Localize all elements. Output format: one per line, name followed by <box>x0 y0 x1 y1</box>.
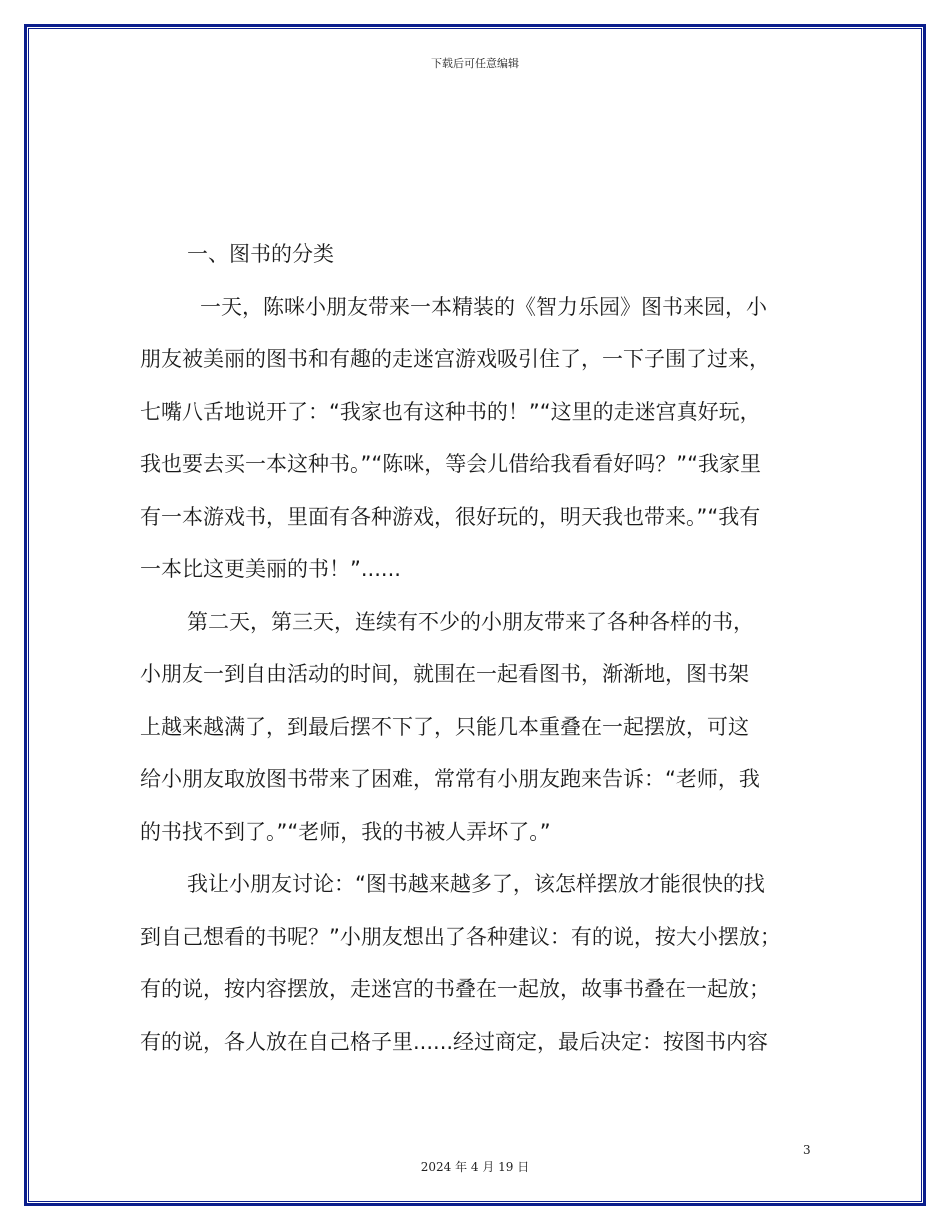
document-body <box>140 228 810 1068</box>
paragraph-line: 一天，陈咪小朋友带来一本精装的《智力乐园》图书来园，小 <box>200 294 767 319</box>
paragraph-line: 第二天，第三天，连续有不少的小朋友带来了各种各样的书， <box>187 609 754 634</box>
paragraph-line: 有的说，按内容摆放，走迷宫的书叠在一起放，故事书叠在一起放； <box>140 977 770 1001</box>
paragraph-line: 有的说，各人放在自己格子里......经过商定，最后决定：按图书内容 <box>140 1029 769 1054</box>
page-number: 3 <box>803 1143 811 1157</box>
paragraph-line: 上越来越满了，到最后摆不下了，只能几本重叠在一起摆放，可这 <box>140 714 749 739</box>
paragraph-line: 我也要去买一本这种书。”“陈咪，等会儿借给我看看好吗？”“我家里 <box>140 452 762 476</box>
paragraph-line: 一本比这更美丽的书！”...... <box>140 557 401 581</box>
header-note: 下载后可任意编辑 <box>431 57 519 70</box>
section-heading: 一、图书的分类 <box>187 242 334 266</box>
paragraph-line: 到自己想看的书呢？”小朋友想出了各种建议：有的说，按大小摆放； <box>140 924 781 949</box>
paragraph-line: 给小朋友取放图书带来了困难，常常有小朋友跑来告诉：“老师，我 <box>140 767 760 791</box>
paragraph-line: 七嘴八舌地说开了：“我家也有这种书的！”“这里的走迷宫真好玩， <box>140 399 761 424</box>
paragraph-line: 小朋友一到自由活动的时间，就围在一起看图书，渐渐地，图书架 <box>140 662 749 686</box>
paragraph-line: 有一本游戏书，里面有各种游戏，很好玩的，明天我也带来。”“我有 <box>140 504 761 529</box>
paragraph-line: 的书找不到了。”“老师，我的书被人弄坏了。” <box>140 819 551 844</box>
paragraph-line: 朋友被美丽的图书和有趣的走迷宫游戏吸引住了，一下子围了过来， <box>140 347 770 371</box>
paragraph-line: 我让小朋友讨论：“图书越来越多了，该怎样摆放才能很快的找 <box>187 872 765 896</box>
footer-date: 2024 年 4 月 19 日 <box>420 1160 530 1174</box>
